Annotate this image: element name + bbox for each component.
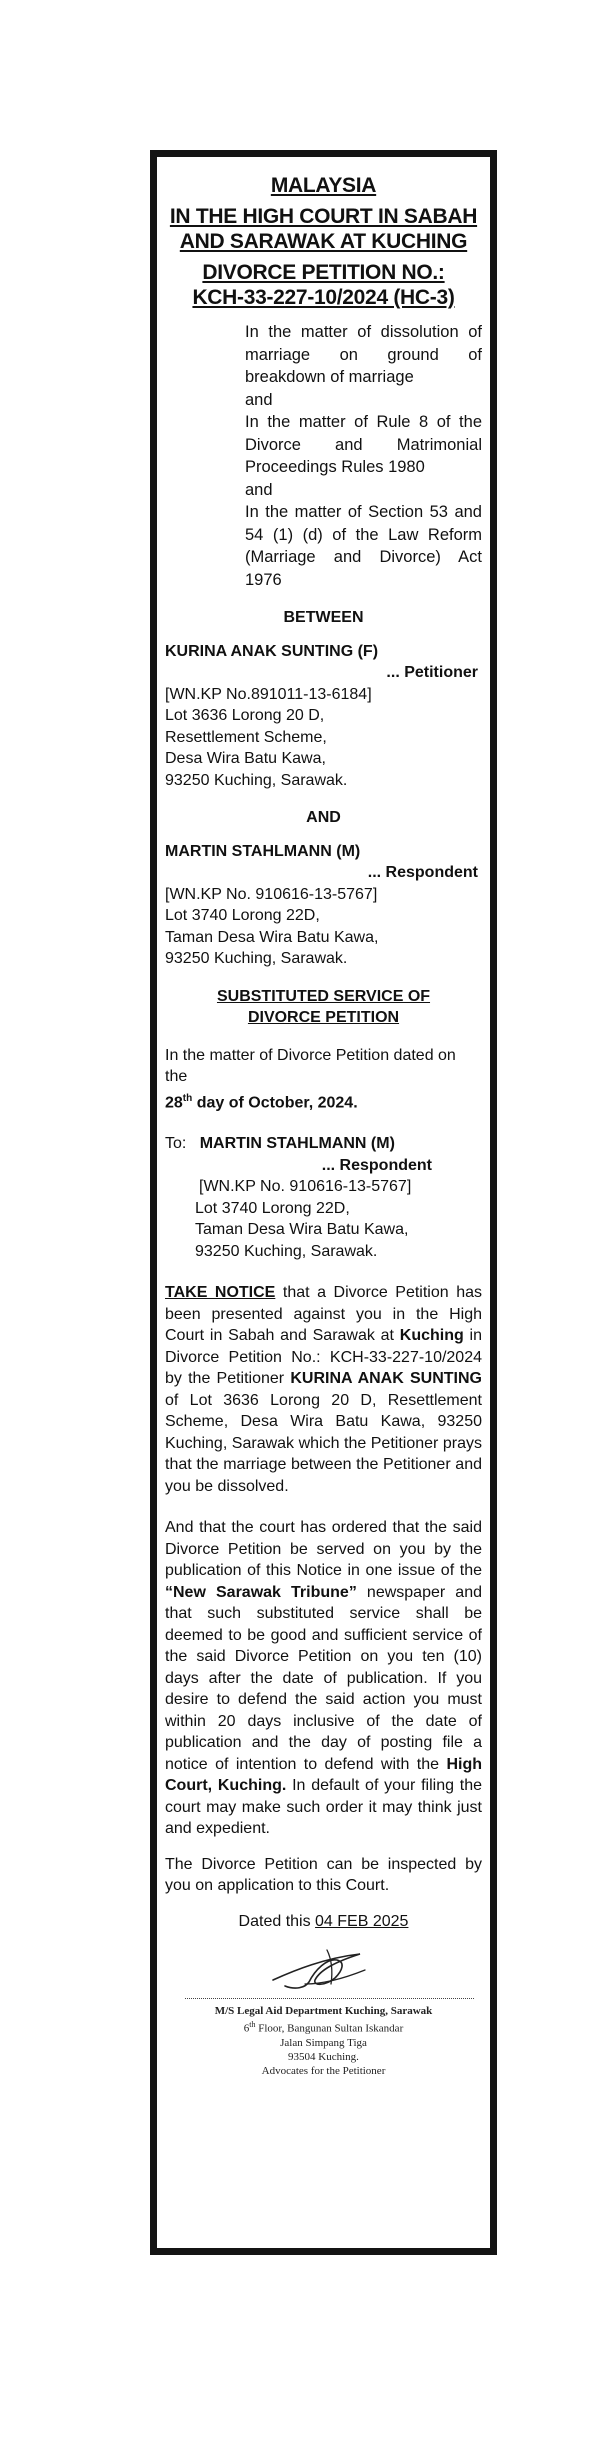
respondent-name: MARTIN STAHLMANN (M) bbox=[165, 842, 361, 860]
firm-role: Advocates for the Petitioner bbox=[261, 2064, 386, 2077]
notice-court: High Court, Kuching. bbox=[165, 1755, 482, 1795]
petitioner-role: ... Petitioner bbox=[386, 664, 478, 681]
signature-image bbox=[265, 1940, 375, 1996]
petitioner-address-line2: Resettlement Scheme, bbox=[165, 728, 327, 746]
signature-line bbox=[185, 1998, 474, 1999]
take-notice-label: TAKE NOTICE bbox=[165, 1284, 276, 1302]
matters-block bbox=[245, 321, 482, 591]
petitioner-name: KURINA ANAK SUNTING (F) bbox=[165, 642, 379, 660]
dated-label: Dated this bbox=[238, 1912, 316, 1930]
respondent-block bbox=[165, 841, 482, 970]
petitioner-address-line1: Lot 3636 Lorong 20 D, bbox=[165, 707, 325, 724]
dated-matter-date bbox=[165, 1088, 482, 1114]
matter-and-2: and bbox=[245, 480, 273, 499]
notice-paragraph-2 bbox=[165, 1517, 482, 1840]
to-line bbox=[165, 1133, 482, 1155]
respondent-address-line3: 93250 Kuching, Sarawak. bbox=[165, 950, 348, 967]
matter-dissolution: In the matter of dissolution of marriage on ground of breakdown of marriage bbox=[245, 323, 482, 386]
notice-p2-part2: newspaper and that such substituted service shall be deemed to be good and sufficient service of the said Divorce Petition on you ten (10) days after the date of publication. If you desire to defend the said action you must within 20 days inclusive of the date of publication and the day of posting file a notice of intention to defend with the bbox=[165, 1583, 482, 1773]
firm-floor-number: 6 bbox=[243, 2022, 250, 2035]
matter-section-53: In the matter of Section 53 and 54 (1) (d) of the Law Reform (Marriage and Divorce) Act 1976 bbox=[245, 503, 482, 589]
between-label: BETWEEN bbox=[283, 609, 364, 626]
dated-matter bbox=[165, 1045, 482, 1114]
petitioner-ic: [WN.KP No.891011-13-6184] bbox=[165, 685, 372, 703]
matter-rule-8: In the matter of Rule 8 of the Divorce and Matrimonial Proceedings Rules 1980 bbox=[245, 413, 482, 476]
dated-matter-text: In the matter of Divorce Petition dated on the bbox=[165, 1046, 456, 1085]
dated-matter-day: 28 bbox=[165, 1093, 183, 1111]
to-address-line2: Taman Desa Wira Batu Kawa, bbox=[195, 1221, 409, 1239]
notice-p1-part2: in Divorce Petition No.: KCH-33-227-10/2024 by the Petitioner bbox=[165, 1327, 482, 1388]
notice-p2-part1: And that the court has ordered that the said Divorce Petition be served on you by the publication of this Notice in one issue of the bbox=[165, 1519, 482, 1580]
respondent-address-line1: Lot 3740 Lorong 22D, bbox=[165, 907, 320, 924]
notice-newspaper: “New Sarawak Tribune” bbox=[165, 1583, 357, 1601]
petitioner-block bbox=[165, 641, 482, 792]
respondent-address-line2: Taman Desa Wira Batu Kawa, bbox=[165, 928, 379, 946]
petitioner-address-line4: 93250 Kuching, Sarawak. bbox=[165, 771, 348, 789]
matter-and-1: and bbox=[245, 390, 273, 409]
notice-p2-part3: In default of your filing the court may make such order it may think just and expedient. bbox=[165, 1777, 483, 1838]
to-role: ... Respondent bbox=[321, 1156, 432, 1174]
firm-details bbox=[165, 2004, 482, 2078]
dated-date: 04 FEB 2025 bbox=[315, 1912, 409, 1930]
court-heading-line1: IN THE HIGH COURT IN SABAH bbox=[169, 205, 478, 228]
to-address-line1: Lot 3740 Lorong 22D, bbox=[195, 1199, 350, 1217]
notice-paragraph-1 bbox=[165, 1282, 482, 1497]
notice-petitioner-name: KURINA ANAK SUNTING bbox=[290, 1370, 482, 1388]
to-block bbox=[165, 1133, 482, 1262]
notice-paragraph-3: The Divorce Petition can be inspected by you on application to this Court. bbox=[165, 1855, 482, 1895]
firm-floor-suffix: th bbox=[249, 2020, 256, 2030]
notice-kuching: Kuching bbox=[399, 1327, 464, 1345]
service-title bbox=[165, 986, 482, 1029]
firm-name: M/S Legal Aid Department Kuching, Sarawak bbox=[214, 2005, 433, 2018]
firm-floor bbox=[165, 2018, 482, 2036]
to-label: To: bbox=[165, 1135, 187, 1153]
petitioner-address-line3: Desa Wira Batu Kawa, bbox=[165, 750, 326, 767]
firm-street: Jalan Simpang Tiga bbox=[280, 2036, 367, 2049]
to-ic: [WN.KP No. 910616-13-5767] bbox=[199, 1178, 412, 1196]
signature-area bbox=[165, 1940, 482, 2090]
service-title-line2: DIVORCE PETITION bbox=[247, 1009, 400, 1026]
notice-content bbox=[165, 171, 482, 2090]
dated-matter-month-year: day of October, 2024. bbox=[192, 1093, 358, 1111]
dated-line bbox=[165, 1911, 482, 1933]
and-label: AND bbox=[306, 809, 341, 826]
to-address-line3: 93250 Kuching, Sarawak. bbox=[195, 1242, 378, 1260]
notice-frame bbox=[150, 150, 497, 2255]
service-title-line1: SUBSTITUTED SERVICE OF bbox=[216, 987, 431, 1005]
notice-p1-part1: that a Divorce Petition has been presented against you in the High Court in Sabah and Sarawak at bbox=[165, 1284, 482, 1345]
petition-number-line2: KCH-33-227-10/2024 (HC-3) bbox=[192, 286, 455, 309]
firm-floor-building: Floor, Bangunan Sultan Iskandar bbox=[255, 2022, 404, 2035]
firm-postcode: 93504 Kuching. bbox=[288, 2050, 359, 2063]
court-heading-line2: AND SARAWAK AT KUCHING bbox=[179, 230, 468, 253]
to-name: MARTIN STAHLMANN (M) bbox=[199, 1135, 395, 1153]
petition-number-line1: DIVORCE PETITION NO.: bbox=[202, 261, 445, 284]
notice-p1-part3: of Lot 3636 Lorong 20 D, Resettlement Scheme, Desa Wira Batu Kawa, 93250 Kuching, Sarawak which the Petitioner prays that the marriage between the Petitioner and you be dissolved. bbox=[165, 1391, 482, 1495]
court-header bbox=[165, 173, 482, 310]
respondent-ic: [WN.KP No. 910616-13-5767] bbox=[165, 885, 378, 903]
country-heading: MALAYSIA bbox=[270, 174, 377, 197]
respondent-role: ... Respondent bbox=[367, 864, 478, 881]
dated-matter-suffix: th bbox=[182, 1092, 193, 1104]
